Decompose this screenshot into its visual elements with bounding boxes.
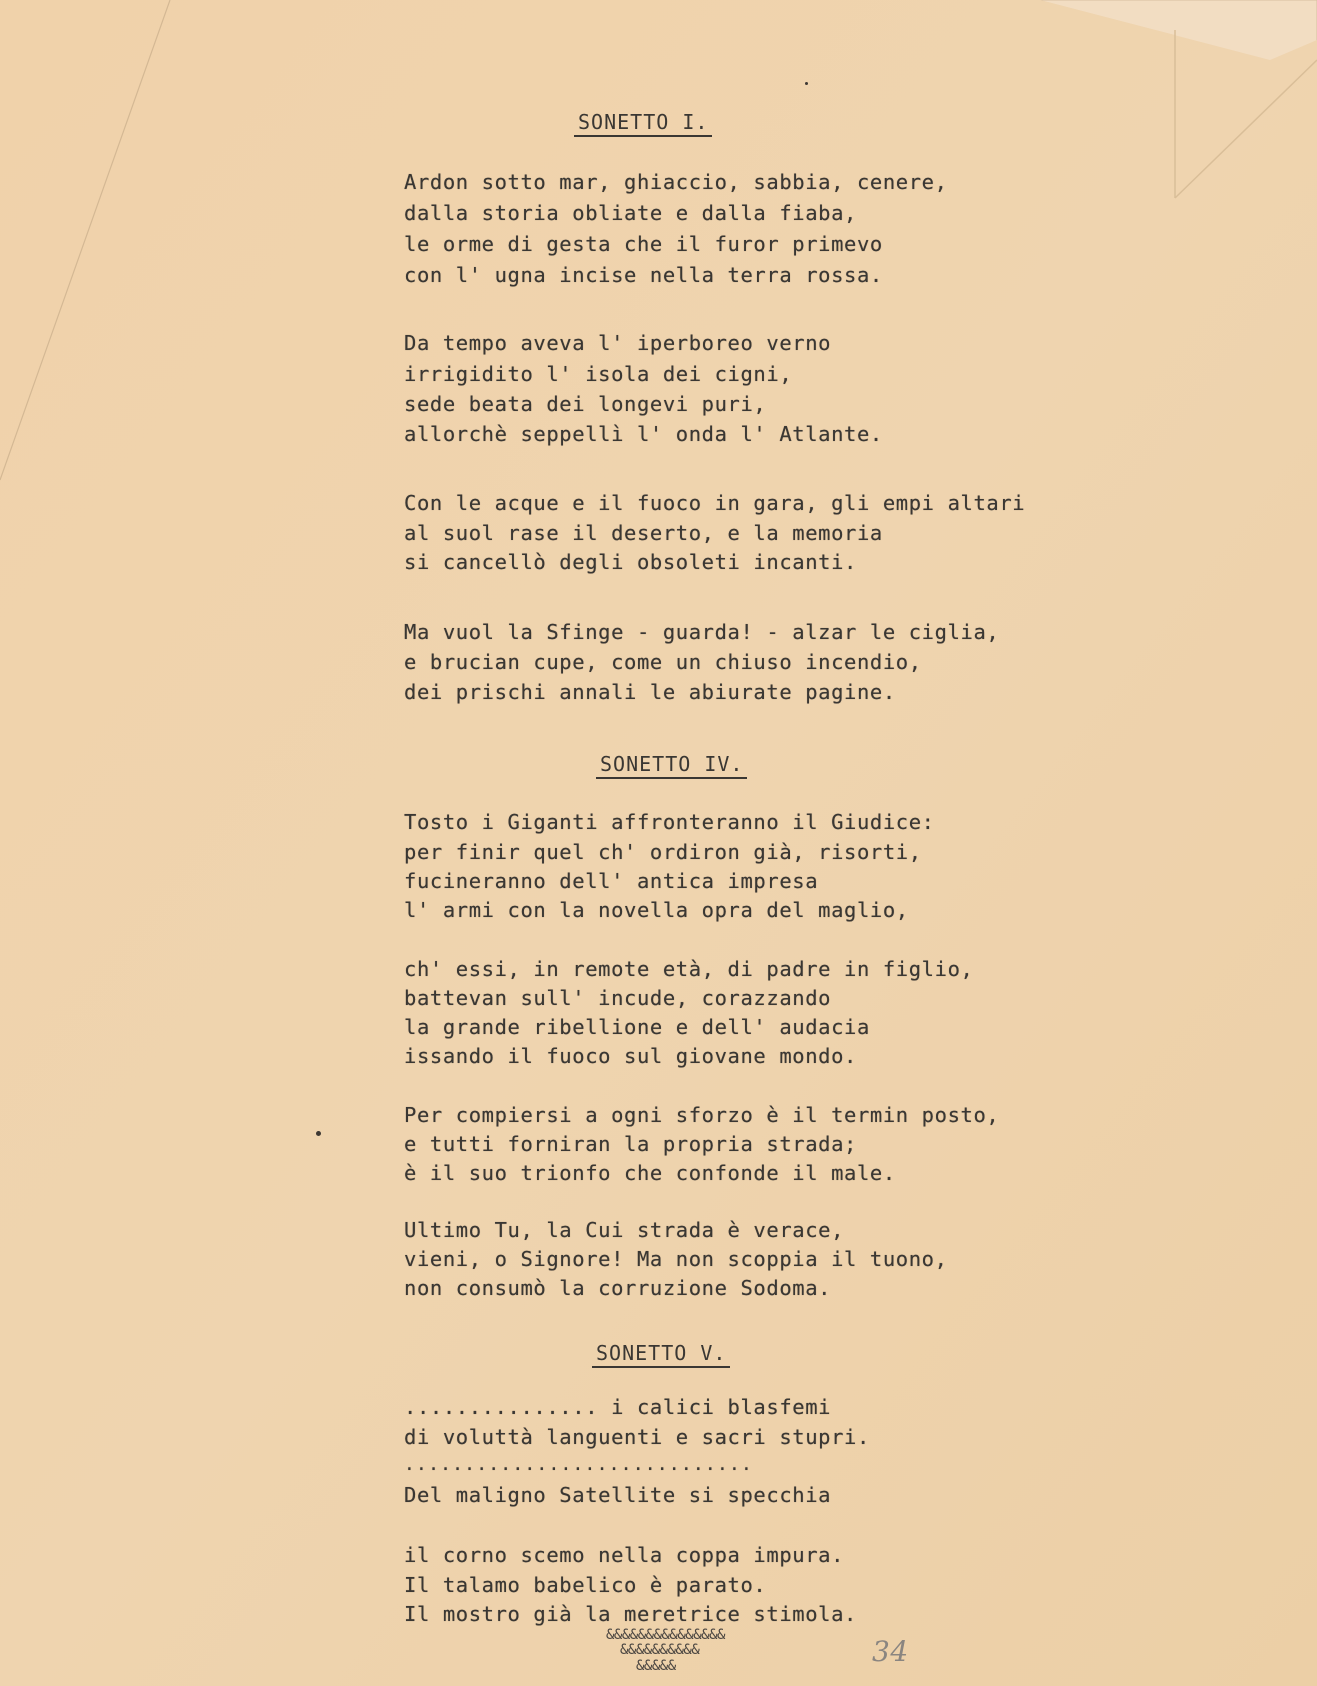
poem-line: dalla storia obliate e dalla fiaba, [404, 201, 857, 225]
poem-line: ............... i calici blasfemi [404, 1395, 832, 1419]
poem-line: Il mostro già la meretrice stimola. [404, 1602, 857, 1626]
section-title-sonetto-i: SONETTO I. [574, 112, 712, 137]
poem-line: Il talamo babelico è parato. [404, 1573, 767, 1597]
poem-line: l' armi con la novella opra del maglio, [404, 898, 909, 922]
ellipsis-line: ............................. [404, 1454, 754, 1475]
poem-line: le orme di gesta che il furor primevo [404, 232, 883, 256]
poem-line: allorchè seppellì l' onda l' Atlante. [404, 422, 883, 446]
poem-line: Con le acque e il fuoco in gara, gli empi altari [404, 491, 1026, 515]
ornament-line: &&&&&&&&&&&&&&& [606, 1627, 725, 1643]
poem-line: ch' essi, in remote età, di padre in figlio, [404, 957, 974, 981]
section-title-sonetto-iv: SONETTO IV. [596, 754, 747, 779]
poem-line: vieni, o Signore! Ma non scoppia il tuono, [404, 1247, 948, 1271]
poem-line: e tutti forniran la propria strada; [404, 1132, 857, 1156]
poem-line: si cancellò degli obsoleti incanti. [404, 550, 857, 574]
section-title-sonetto-v: SONETTO V. [592, 1343, 730, 1368]
poem-line: Per compiersi a ogni sforzo è il termin posto, [404, 1103, 1000, 1127]
poem-line: di voluttà languenti e sacri stupri. [404, 1425, 870, 1449]
poem-line: per finir quel ch' ordiron già, risorti, [404, 840, 922, 864]
poem-line: Del maligno Satellite si specchia [404, 1483, 832, 1507]
typed-ornament [606, 1628, 725, 1674]
poem-line: la grande ribellione e dell' audacia [404, 1015, 870, 1039]
poem-line: irrigidito l' isola dei cigni, [404, 362, 793, 386]
ornament-line: &&&&& [636, 1657, 676, 1674]
poem-line: il corno scemo nella coppa impura. [404, 1543, 845, 1567]
poem-line: sede beata dei longevi puri, [404, 392, 767, 416]
poem-line: non consumò la corruzione Sodoma. [404, 1276, 832, 1300]
poem-line: dei prischi annali le abiurate pagine. [404, 680, 896, 704]
poem-line: con l' ugna incise nella terra rossa. [404, 263, 883, 287]
poem-line: Da tempo aveva l' iperboreo verno [404, 331, 832, 355]
poem-line: Ardon sotto mar, ghiaccio, sabbia, cenere, [404, 170, 948, 194]
poem-line: e brucian cupe, come un chiuso incendio, [404, 650, 922, 674]
page-number: 34 [872, 1635, 909, 1668]
poem-line: Ma vuol la Sfinge - guarda! - alzar le ciglia, [404, 620, 1000, 644]
poem-line: battevan sull' incude, corazzando [404, 986, 832, 1010]
poem-line: fucineranno dell' antica impresa [404, 869, 819, 893]
ornament-line: &&&&&&&&&& [620, 1642, 700, 1659]
poem-line: è il suo trionfo che confonde il male. [404, 1161, 896, 1185]
poem-line: Tosto i Giganti affronteranno il Giudice: [404, 810, 935, 834]
poem-line: issando il fuoco sul giovane mondo. [404, 1044, 857, 1068]
poem-line: al suol rase il deserto, e la memoria [404, 521, 883, 545]
poem-line: Ultimo Tu, la Cui strada è verace, [404, 1218, 845, 1242]
